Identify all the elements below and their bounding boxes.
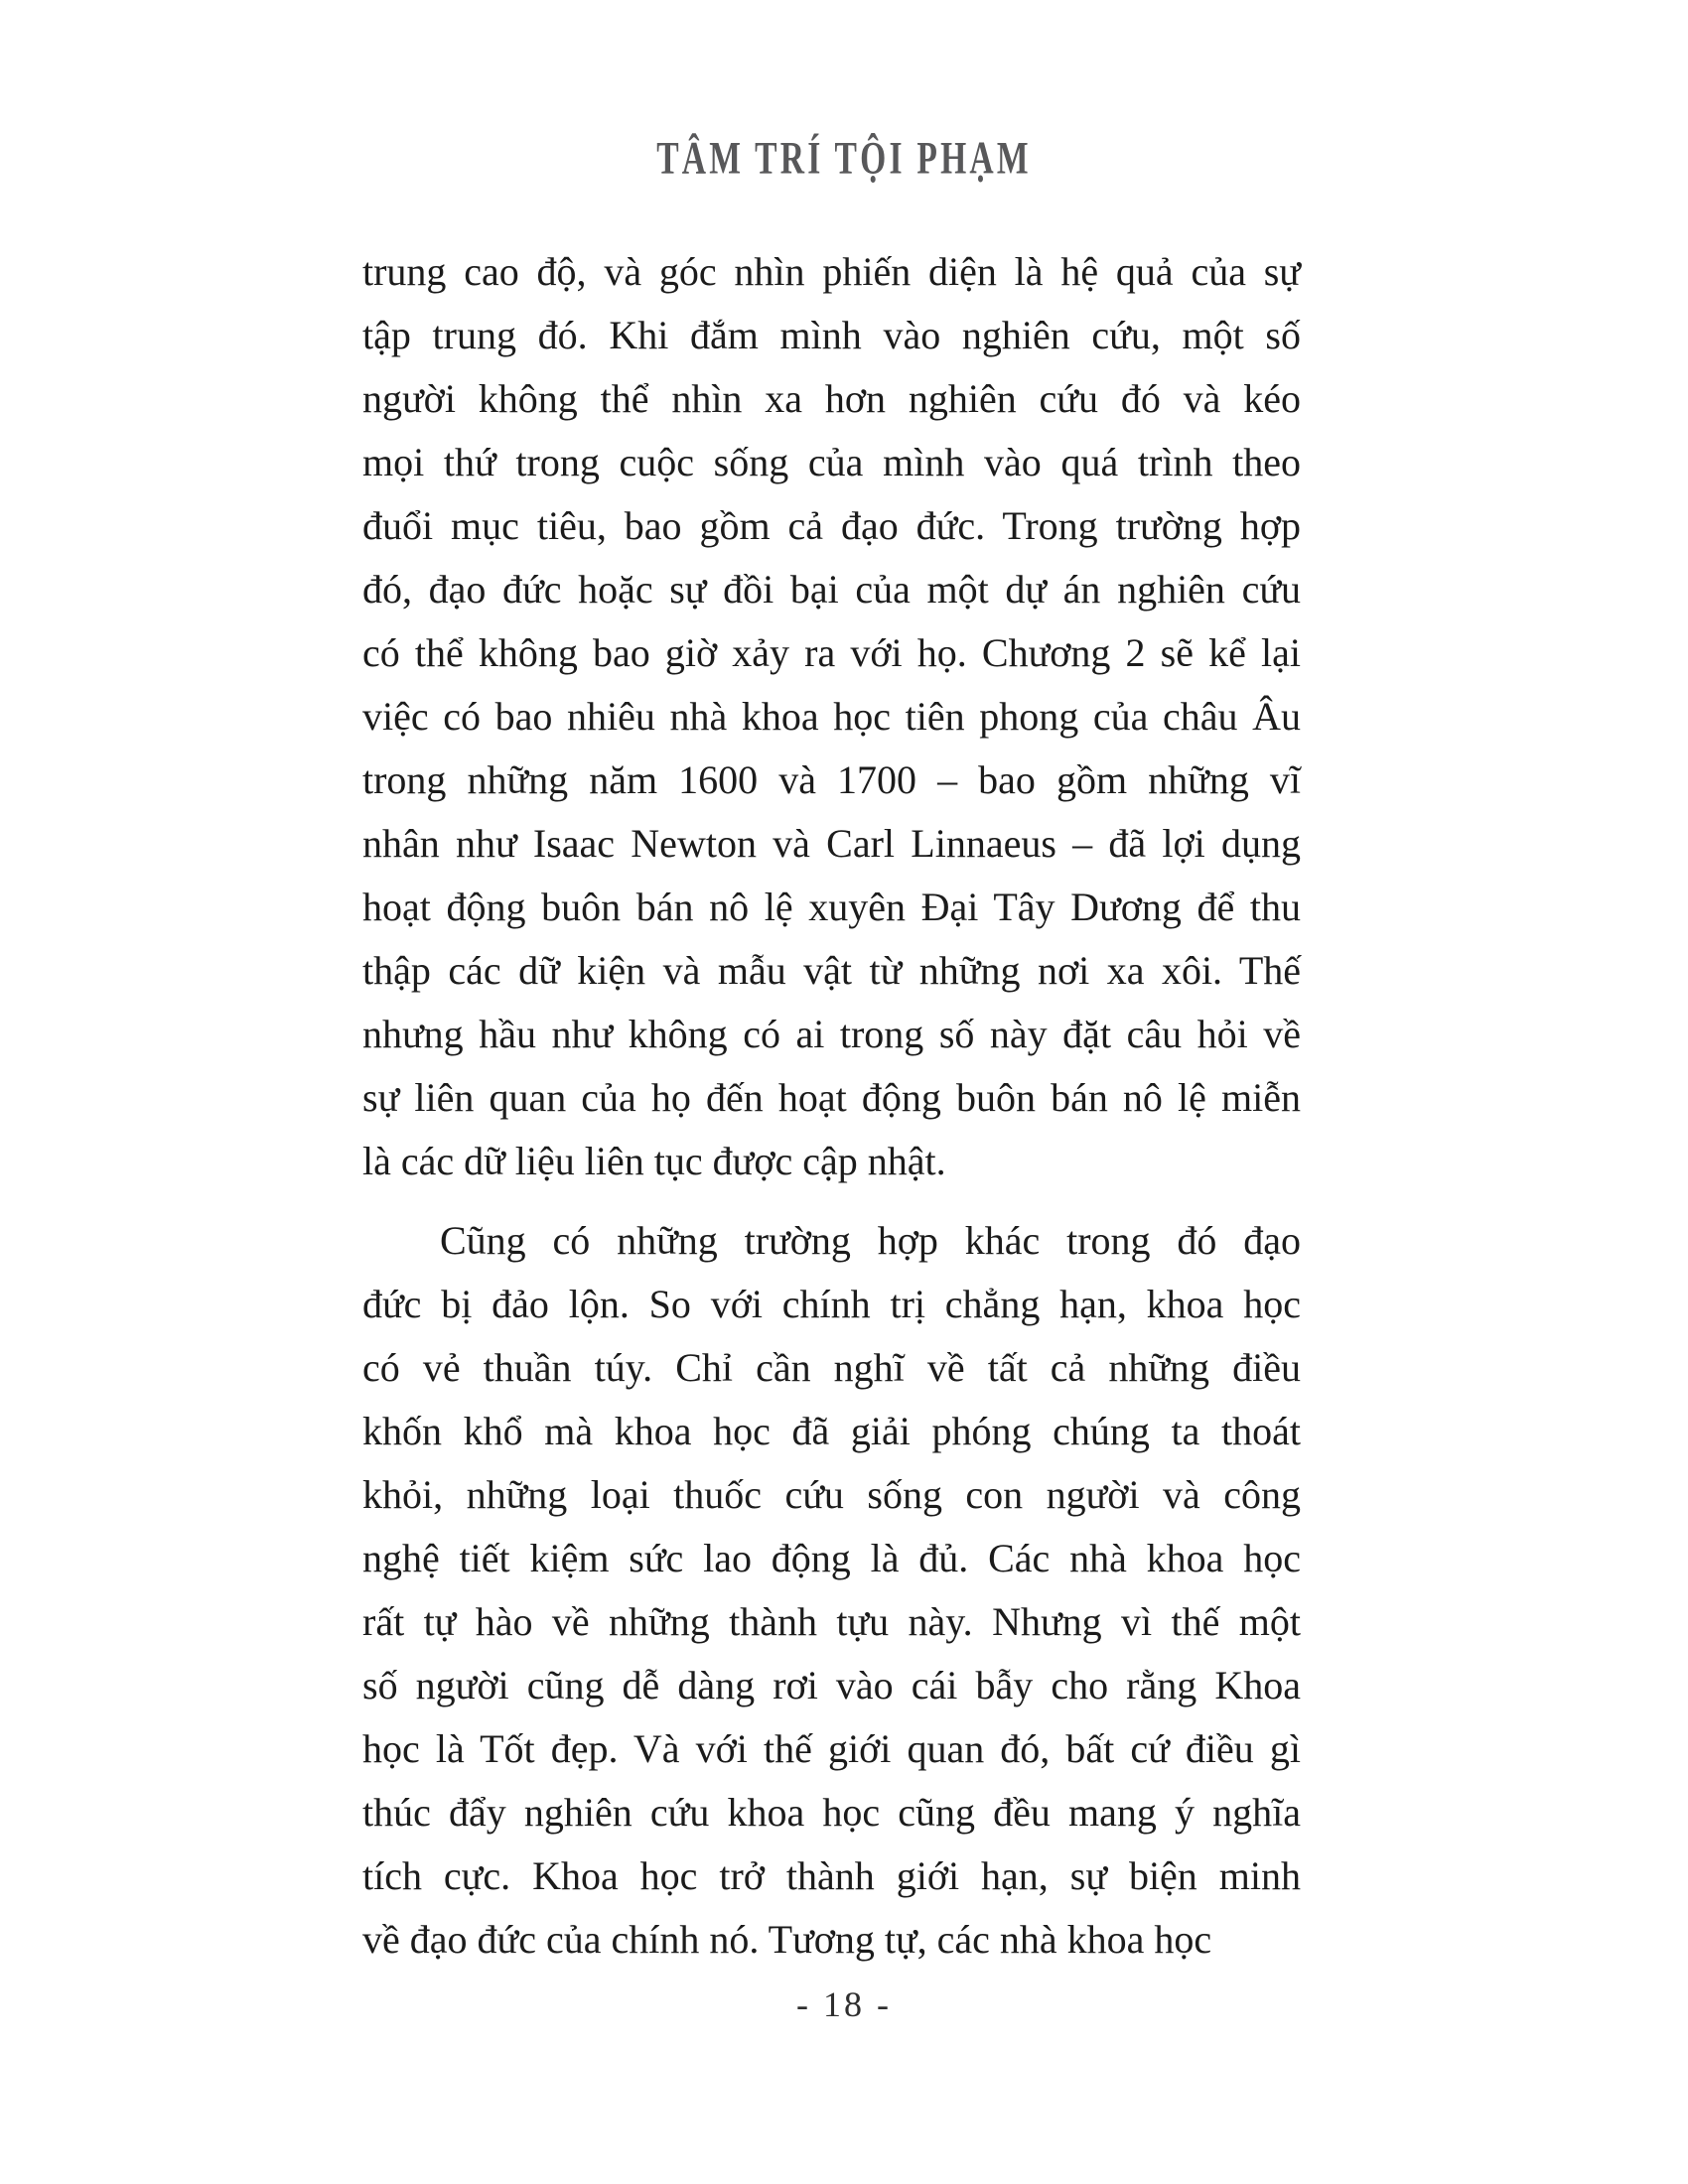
text-line: thúc đẩy nghiên cứu khoa học cũng đều mang ý nghĩa bbox=[362, 1790, 1301, 1835]
text-line: sự liên quan của họ đến hoạt động buôn bán nô lệ miễn bbox=[362, 1075, 1301, 1120]
text-line: người không thể nhìn xa hơn nghiên cứu đó và kéo bbox=[362, 376, 1301, 421]
text-line: Cũng có những trường hợp khác trong đó đạo bbox=[440, 1218, 1301, 1263]
running-header: TÂM TRÍ TỘI PHẠM bbox=[656, 133, 1032, 185]
page-number: - 18 - bbox=[796, 1984, 892, 2024]
text-line: tập trung đó. Khi đắm mình vào nghiên cứu, một số bbox=[362, 313, 1301, 357]
text-line: số người cũng dễ dàng rơi vào cái bẫy cho rằng Khoa bbox=[362, 1663, 1301, 1707]
text-line: khốn khổ mà khoa học đã giải phóng chúng ta thoát bbox=[362, 1409, 1301, 1453]
text-line: về đạo đức của chính nó. Tương tự, các nhà khoa học bbox=[362, 1917, 1212, 1962]
text-line: mọi thứ trong cuộc sống của mình vào quá trình theo bbox=[362, 440, 1301, 484]
text-line: học là Tốt đẹp. Và với thế giới quan đó, bất cứ điều gì bbox=[362, 1726, 1301, 1771]
text-line: nhưng hầu như không có ai trong số này đặt câu hỏi về bbox=[362, 1012, 1301, 1056]
text-line: là các dữ liệu liên tục được cập nhật. bbox=[362, 1139, 946, 1183]
text-line: nhân như Isaac Newton và Carl Linnaeus – đã lợi dụng bbox=[362, 821, 1301, 866]
text-line: việc có bao nhiêu nhà khoa học tiên phong của châu Âu bbox=[362, 694, 1301, 739]
text-line: đức bị đảo lộn. So với chính trị chẳng hạn, khoa học bbox=[362, 1282, 1301, 1326]
text-line: trong những năm 1600 và 1700 – bao gồm những vĩ bbox=[362, 757, 1301, 802]
text-line: tích cực. Khoa học trở thành giới hạn, sự biện minh bbox=[362, 1853, 1301, 1898]
body-text bbox=[362, 240, 1301, 1972]
text-line: có vẻ thuần túy. Chỉ cần nghĩ về tất cả những điều bbox=[362, 1345, 1301, 1390]
text-line: nghệ tiết kiệm sức lao động là đủ. Các nhà khoa học bbox=[362, 1536, 1301, 1580]
text-line: trung cao độ, và góc nhìn phiến diện là hệ quả của sự bbox=[362, 249, 1301, 294]
text-line: rất tự hào về những thành tựu này. Nhưng vì thế một bbox=[362, 1599, 1301, 1644]
text-line: hoạt động buôn bán nô lệ xuyên Đại Tây Dương để thu bbox=[362, 885, 1301, 929]
text-line: khỏi, những loại thuốc cứu sống con người và công bbox=[362, 1472, 1301, 1517]
text-line: đuổi mục tiêu, bao gồm cả đạo đức. Trong trường hợp bbox=[362, 503, 1301, 548]
text-line: thập các dữ kiện và mẫu vật từ những nơi xa xôi. Thế bbox=[362, 948, 1301, 993]
text-line: có thể không bao giờ xảy ra với họ. Chương 2 sẽ kể lại bbox=[362, 630, 1301, 675]
text-line: đó, đạo đức hoặc sự đồi bại của một dự án nghiên cứu bbox=[362, 567, 1301, 612]
